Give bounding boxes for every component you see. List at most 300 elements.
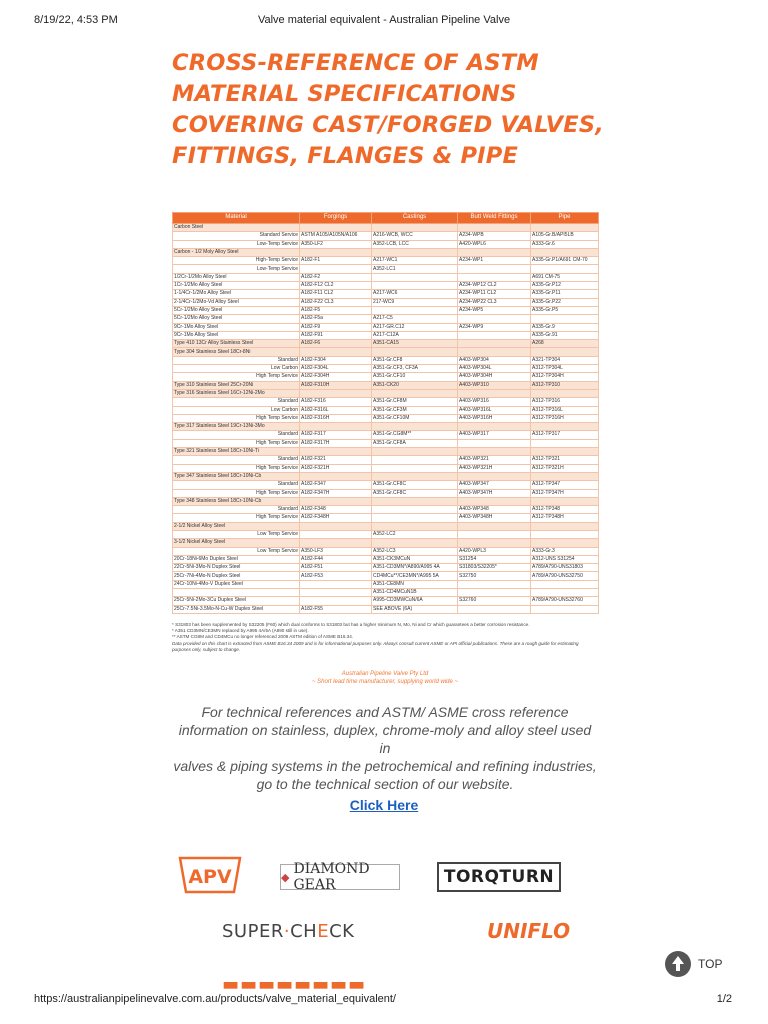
table-cell: Low Temp Service bbox=[173, 530, 300, 538]
table-cell bbox=[372, 248, 458, 256]
table-cell: A182-F1 bbox=[300, 257, 372, 265]
table-cell: A182-F316L bbox=[300, 406, 372, 414]
table-cell: 20Cr-18Ni-6Mo Duplex Steel bbox=[173, 555, 300, 563]
table-cell: 2-1/4Cr-1/2Mo-Vd Alloy Steel bbox=[173, 298, 300, 306]
table-cell bbox=[300, 389, 372, 397]
table-cell: A234-WP11 CL2 bbox=[458, 290, 531, 298]
table-cell bbox=[458, 439, 531, 447]
table-cell bbox=[531, 530, 599, 538]
table-cell: ASTM A105/A105N/A106 bbox=[300, 232, 372, 240]
table-cell bbox=[372, 224, 458, 232]
note-disclaimer: Data provided on this chart is extracted from ASME B16.34 2009 and is for informational purposes only. Always consult current ASME or API official publications. These are a rough guide for estimating purposes only, subject to change. bbox=[172, 640, 579, 652]
table-cell: S31254 bbox=[458, 555, 531, 563]
table-cell bbox=[300, 522, 372, 530]
table-cell: A182-F304H bbox=[300, 373, 372, 381]
table-cell bbox=[173, 589, 300, 597]
table-cell: A182-F5 bbox=[300, 306, 372, 314]
table-cell: Standard bbox=[173, 506, 300, 514]
table-row bbox=[173, 439, 599, 447]
print-url: https://australianpipelinevalve.com.au/products/valve_material_equivalent/ bbox=[34, 993, 396, 1005]
table-cell: A182-F12 CL2 bbox=[300, 282, 372, 290]
table-cell: CD4MCu**/CE3MN*/A995 5A bbox=[372, 572, 458, 580]
table-cell: High Temp Service bbox=[173, 489, 300, 497]
table-row bbox=[173, 472, 599, 480]
table-row bbox=[173, 356, 599, 364]
table-cell bbox=[531, 389, 599, 397]
table-cell: A312-TP321H bbox=[531, 464, 599, 472]
table-row bbox=[173, 580, 599, 588]
col-header-butt-weld-fittings: Butt Weld Fittings bbox=[458, 213, 531, 224]
table-cell: A217-GR.C12 bbox=[372, 323, 458, 331]
table-cell bbox=[458, 580, 531, 588]
table-row bbox=[173, 572, 599, 580]
table-cell: A182-F304 bbox=[300, 356, 372, 364]
table-cell: A403-WP316 bbox=[458, 398, 531, 406]
table-cell bbox=[458, 472, 531, 480]
table-cell: A182-F91 bbox=[300, 331, 372, 339]
table-cell bbox=[531, 522, 599, 530]
table-row bbox=[173, 522, 599, 530]
company-credit bbox=[172, 670, 598, 686]
arrow-up-icon bbox=[665, 951, 691, 977]
table-cell: A351-CK3MCuN bbox=[372, 555, 458, 563]
table-cell: A335-Gr.9 bbox=[531, 323, 599, 331]
table-cell: A182-F6 bbox=[300, 340, 372, 348]
table-cell bbox=[300, 423, 372, 431]
table-cell: A312-TP348H bbox=[531, 514, 599, 522]
table-cell bbox=[300, 539, 372, 547]
table-cell bbox=[458, 273, 531, 281]
table-cell bbox=[372, 389, 458, 397]
table-cell bbox=[300, 248, 372, 256]
table-cell: 25Cr-7.5Ni-3.5Mo-N-Cu-W Duplex Steel bbox=[173, 605, 300, 613]
table-cell: A691 CM-75 bbox=[531, 273, 599, 281]
table-cell: A182-F22 CL3 bbox=[300, 298, 372, 306]
table-cell: A182-F347 bbox=[300, 481, 372, 489]
partial-logo-text: ▬▬▬▬▬▬▬▬ bbox=[222, 974, 367, 995]
table-cell: A182-F2 bbox=[300, 273, 372, 281]
table-cell: A351-CD3MN*/A890/A995 4A bbox=[372, 564, 458, 572]
table-row bbox=[173, 506, 599, 514]
table-cell bbox=[458, 497, 531, 505]
table-cell bbox=[531, 497, 599, 505]
table-cell: A403-WP348 bbox=[458, 506, 531, 514]
table-cell: Standard bbox=[173, 356, 300, 364]
table-cell: A312-TP304H bbox=[531, 373, 599, 381]
super-check-logo[interactable] bbox=[222, 921, 354, 942]
table-cell bbox=[458, 248, 531, 256]
table-cell: A182-F5a bbox=[300, 315, 372, 323]
table-body bbox=[173, 224, 599, 614]
table-cell bbox=[458, 348, 531, 356]
table-cell: 24Cr-10Ni-4Mo-V Duplex Steel bbox=[173, 580, 300, 588]
table-notes bbox=[172, 622, 598, 653]
table-cell: A403-WP304 bbox=[458, 356, 531, 364]
table-cell bbox=[458, 448, 531, 456]
table-cell: A351-CE8MN bbox=[372, 580, 458, 588]
table-cell: A217-WC6 bbox=[372, 290, 458, 298]
diamond-icon: ◆ bbox=[281, 870, 290, 884]
table-cell bbox=[372, 282, 458, 290]
table-cell bbox=[300, 597, 372, 605]
table-cell: A182-F347H bbox=[300, 489, 372, 497]
print-datetime: 8/19/22, 4:53 PM bbox=[34, 14, 118, 26]
table-cell: 3-1/2 Nickel Alloy Steel bbox=[173, 539, 300, 547]
table-row bbox=[173, 365, 599, 373]
company-name: Australian Pipeline Valve Pty Ltd bbox=[341, 671, 429, 677]
table-cell bbox=[458, 389, 531, 397]
company-tagline: ~ Short lead time manufacturer, supplying world wide ~ bbox=[311, 679, 459, 685]
table-cell: A182-F348 bbox=[300, 506, 372, 514]
table-row bbox=[173, 497, 599, 505]
table-cell: A351-CK20 bbox=[372, 381, 458, 389]
table-row bbox=[173, 306, 599, 314]
table-cell bbox=[372, 522, 458, 530]
table-cell bbox=[372, 448, 458, 456]
uniflo-logo[interactable]: UNIFLO bbox=[487, 919, 571, 943]
note-1: * S31803 has been supplemented by S32205 (F60) which dual conforms to S31803 but has a higher minimum N, Mo, Ni and Cr which guarantees a better corrosion resistance. bbox=[172, 622, 530, 627]
table-cell: Type 410 13Cr Alloy Stainless Steel bbox=[173, 340, 300, 348]
table-row bbox=[173, 348, 599, 356]
table-cell bbox=[300, 497, 372, 505]
apv-logo-text: APV bbox=[188, 866, 232, 888]
table-cell: A312-TP316L bbox=[531, 406, 599, 414]
table-cell: A312-TP347 bbox=[531, 481, 599, 489]
table-cell bbox=[458, 589, 531, 597]
table-row bbox=[173, 406, 599, 414]
super-check-logo-dot: · bbox=[283, 921, 291, 942]
table-cell: A403-WP316L bbox=[458, 406, 531, 414]
table-row bbox=[173, 298, 599, 306]
table-cell: A335-Gr.P5 bbox=[531, 306, 599, 314]
table-cell bbox=[300, 589, 372, 597]
table-cell: High Temp Service bbox=[173, 373, 300, 381]
table-cell: Type 316 Stainless Steel 16Cr-12Ni-2Mo bbox=[173, 389, 300, 397]
table-cell bbox=[458, 605, 531, 613]
table-cell: A351-Gr.CF8A bbox=[372, 439, 458, 447]
table-cell: A352-LC2 bbox=[372, 530, 458, 538]
table-cell: A312-UNS S31254 bbox=[531, 555, 599, 563]
table-cell bbox=[300, 265, 372, 273]
table-cell: A403-WP321H bbox=[458, 464, 531, 472]
table-cell bbox=[372, 472, 458, 480]
table-cell bbox=[300, 448, 372, 456]
table-cell: A217-WC1 bbox=[372, 257, 458, 265]
table-cell: High-Temp Service bbox=[173, 257, 300, 265]
table-cell: A182-F348H bbox=[300, 514, 372, 522]
table-row bbox=[173, 389, 599, 397]
table-cell: A333-Gr.3 bbox=[531, 547, 599, 555]
table-cell: A351-Gr.CF8C bbox=[372, 481, 458, 489]
diamond-gear-logo[interactable] bbox=[280, 861, 400, 893]
table-cell: A182-F53 bbox=[300, 572, 372, 580]
table-cell bbox=[458, 224, 531, 232]
table-cell: A351-Gr.CF10 bbox=[372, 373, 458, 381]
table-cell: 1/2Cr-1/2Mo Alloy Steel bbox=[173, 273, 300, 281]
table-row bbox=[173, 589, 599, 597]
click-here-link[interactable]: Click Here bbox=[349, 797, 419, 813]
table-cell: Type 347 Stainless Steel 18Cr-10Ni-Cb bbox=[173, 472, 300, 480]
table-cell bbox=[458, 530, 531, 538]
back-to-top-button[interactable] bbox=[665, 950, 722, 978]
table-cell bbox=[531, 472, 599, 480]
table-cell bbox=[531, 448, 599, 456]
table-cell: A312-TP304L bbox=[531, 365, 599, 373]
table-row bbox=[173, 273, 599, 281]
table-row bbox=[173, 456, 599, 464]
table-cell bbox=[458, 423, 531, 431]
table-cell: Type 310 Stainless Steel 25Cr-20Ni bbox=[173, 381, 300, 389]
table-cell: A182-F11 CL2 bbox=[300, 290, 372, 298]
table-cell bbox=[372, 273, 458, 281]
table-cell: Carbon - 1/2 Moly Alloy Steel bbox=[173, 248, 300, 256]
table-cell: A312-TP316H bbox=[531, 414, 599, 422]
table-cell bbox=[458, 539, 531, 547]
table-cell bbox=[372, 464, 458, 472]
table-cell: A350-LF3 bbox=[300, 547, 372, 555]
paragraph-line-1: For technical references and ASTM/ ASME cross reference information on stainless, duplex, chrome-moly and alloy steel used in bbox=[178, 704, 592, 756]
table-cell: Type 321 Stainless Steel 18Cr-10Ni-Ti bbox=[173, 448, 300, 456]
table-cell: Standard bbox=[173, 398, 300, 406]
table-row bbox=[173, 597, 599, 605]
table-row bbox=[173, 539, 599, 547]
table-row bbox=[173, 323, 599, 331]
table-cell: Carbon Steel bbox=[173, 224, 300, 232]
table-cell: Standard bbox=[173, 431, 300, 439]
torqturn-logo[interactable]: TORQTURN bbox=[437, 862, 561, 892]
diamond-gear-logo-text: DIAMOND GEAR bbox=[293, 861, 370, 893]
table-cell: High Temp Service bbox=[173, 414, 300, 422]
table-cell: A403-WP304H bbox=[458, 373, 531, 381]
col-header-forgings: Forgings bbox=[300, 213, 372, 224]
table-cell: A350-LF2 bbox=[300, 240, 372, 248]
table-cell: A335-Gr.P1/A691 CM-70 bbox=[531, 257, 599, 265]
table-row bbox=[173, 340, 599, 348]
table-row bbox=[173, 530, 599, 538]
table-cell: A234-WP22 CL3 bbox=[458, 298, 531, 306]
table-cell bbox=[531, 439, 599, 447]
table-cell: Low Temp Service bbox=[173, 547, 300, 555]
table-cell bbox=[531, 248, 599, 256]
table-row bbox=[173, 315, 599, 323]
table-cell: Standard Service bbox=[173, 232, 300, 240]
table-cell: A268 bbox=[531, 340, 599, 348]
table-cell: A789/A790-UNS31803 bbox=[531, 564, 599, 572]
table-cell: A335-Gr.P11 bbox=[531, 290, 599, 298]
table-cell: A182-F304L bbox=[300, 365, 372, 373]
table-cell: 217-WC9 bbox=[372, 298, 458, 306]
table-cell: A995-CD3MWCuN/6A bbox=[372, 597, 458, 605]
table-cell: A351-Gr.CF3M bbox=[372, 406, 458, 414]
table-cell bbox=[458, 522, 531, 530]
table-row bbox=[173, 232, 599, 240]
table-cell: A182-F316H bbox=[300, 414, 372, 422]
table-cell bbox=[372, 514, 458, 522]
table-cell: A182-F321 bbox=[300, 456, 372, 464]
table-row bbox=[173, 257, 599, 265]
table-row bbox=[173, 373, 599, 381]
print-page-title: Valve material equivalent - Australian Pipeline Valve bbox=[257, 14, 511, 26]
table-cell: A352-LC1 bbox=[372, 265, 458, 273]
table-cell: Low-Temp Service bbox=[173, 265, 300, 273]
table-cell: A403-WP317 bbox=[458, 431, 531, 439]
table-row bbox=[173, 224, 599, 232]
table-row bbox=[173, 555, 599, 563]
partial-logo-cut-off bbox=[222, 974, 382, 995]
table-row bbox=[173, 414, 599, 422]
table-cell bbox=[372, 497, 458, 505]
table-cell: A234-WPB bbox=[458, 232, 531, 240]
table-cell: 22Cr-5Ni-3Mo-N Duplex Steel bbox=[173, 564, 300, 572]
table-cell: 5Cr-1/2Mo Alloy Steel bbox=[173, 315, 300, 323]
table-row bbox=[173, 514, 599, 522]
table-cell bbox=[300, 224, 372, 232]
table-cell: A403-WP321 bbox=[458, 456, 531, 464]
table-cell: A182-F51 bbox=[300, 564, 372, 572]
table-cell: A789/A790-UNS32750 bbox=[531, 572, 599, 580]
table-cell bbox=[458, 340, 531, 348]
table-cell: A234-WP1 bbox=[458, 257, 531, 265]
super-check-logo-text-ch: CH bbox=[290, 921, 318, 942]
table-cell: A403-WP347 bbox=[458, 481, 531, 489]
table-cell bbox=[531, 315, 599, 323]
table-cell: A351-Gr.CF10M bbox=[372, 414, 458, 422]
cross-reference-table bbox=[172, 212, 598, 614]
table-cell: A321-TP304 bbox=[531, 356, 599, 364]
table-cell: A182-F44 bbox=[300, 555, 372, 563]
table-cell: A312-TP317 bbox=[531, 431, 599, 439]
table-cell: A420-WPL3 bbox=[458, 547, 531, 555]
table-cell bbox=[300, 472, 372, 480]
table-cell bbox=[372, 506, 458, 514]
table-row bbox=[173, 489, 599, 497]
table-header-row bbox=[173, 213, 599, 224]
table-cell: A234-WP12 CL2 bbox=[458, 282, 531, 290]
table-cell: A403-WP348H bbox=[458, 514, 531, 522]
table-row bbox=[173, 423, 599, 431]
table-row bbox=[173, 448, 599, 456]
note-3: ** ASTM CG8M and CD4MCu no longer referenced 2009 ASTM edition of ASME B16.34. bbox=[172, 634, 354, 640]
table-cell: A312-TP316 bbox=[531, 398, 599, 406]
table-cell: A182-F317H bbox=[300, 439, 372, 447]
col-header-pipe: Pipe bbox=[531, 213, 599, 224]
table-row bbox=[173, 290, 599, 298]
table-cell: A789/A790-UNS32760 bbox=[531, 597, 599, 605]
table-row bbox=[173, 547, 599, 555]
table-cell: 9Cr-1Mo Alloy Steel bbox=[173, 331, 300, 339]
table-cell: A335-Gr.P12 bbox=[531, 282, 599, 290]
back-to-top-label: TOP bbox=[698, 957, 723, 971]
table-row bbox=[173, 398, 599, 406]
table-cell bbox=[531, 224, 599, 232]
table-row bbox=[173, 381, 599, 389]
table-cell: A217-C5 bbox=[372, 315, 458, 323]
table-cell: A420-WPL6 bbox=[458, 240, 531, 248]
table-cell: Type 304 Stainless Steel 18Cr-8Ni bbox=[173, 348, 300, 356]
table-cell: S32760 bbox=[458, 597, 531, 605]
table-cell: S31803/S32205* bbox=[458, 564, 531, 572]
table-cell bbox=[458, 331, 531, 339]
table-cell: High Temp Service bbox=[173, 514, 300, 522]
table-cell: Low-Temp Service bbox=[173, 240, 300, 248]
table-cell bbox=[372, 306, 458, 314]
table-cell: A403-WP347H bbox=[458, 489, 531, 497]
table-cell bbox=[372, 539, 458, 547]
super-check-logo-text-super: SUPER bbox=[222, 921, 284, 942]
table-cell: A335-Gr.91 bbox=[531, 331, 599, 339]
table-cell: Type 348 Stainless Steel 18Cr-10Ni-Cb bbox=[173, 497, 300, 505]
table-cell: Low Carbon bbox=[173, 365, 300, 373]
table-cell bbox=[531, 580, 599, 588]
col-header-castings: Castings bbox=[372, 213, 458, 224]
table-cell: A352-LCB, LCC bbox=[372, 240, 458, 248]
table-cell: A403-WP310 bbox=[458, 381, 531, 389]
table-row bbox=[173, 464, 599, 472]
table-cell bbox=[300, 580, 372, 588]
table-cell: S32750 bbox=[458, 572, 531, 580]
table-row bbox=[173, 282, 599, 290]
table-cell: A182-F321H bbox=[300, 464, 372, 472]
table-cell: A351-CD4MCuN1B bbox=[372, 589, 458, 597]
table-cell: A182-F9 bbox=[300, 323, 372, 331]
table-cell: SEE ABOVE (6A) bbox=[372, 605, 458, 613]
table-cell: A216-WCB, WCC bbox=[372, 232, 458, 240]
table-row bbox=[173, 265, 599, 273]
table-cell: A351-Gr.CF8 bbox=[372, 356, 458, 364]
table-row bbox=[173, 481, 599, 489]
table-cell bbox=[531, 265, 599, 273]
table-cell: A333-Gr.6 bbox=[531, 240, 599, 248]
table-cell: 25Cr-5Ni-2Mo-3Cu Duplex Steel bbox=[173, 597, 300, 605]
table-cell: 2-1/2 Nickel Alloy Steel bbox=[173, 522, 300, 530]
table-cell bbox=[372, 423, 458, 431]
table-cell bbox=[300, 348, 372, 356]
apv-logo[interactable] bbox=[178, 856, 242, 894]
table-cell: A234-WP9 bbox=[458, 323, 531, 331]
table-row bbox=[173, 564, 599, 572]
table-cell: A335-Gr.P22 bbox=[531, 298, 599, 306]
table-cell: A351-Gr.CF3, CF3A bbox=[372, 365, 458, 373]
table-row bbox=[173, 331, 599, 339]
table-cell: 25Cr-7Ni-4Mo-N Duplex Steel bbox=[173, 572, 300, 580]
table-cell: Standard bbox=[173, 456, 300, 464]
table-cell: A182-F310H bbox=[300, 381, 372, 389]
page-title: CROSS-REFERENCE OF ASTM MATERIAL SPECIFICATIONS COVERING CAST/FORGED VALVES, FITTINGS, FLANGES & PIPE bbox=[172, 50, 604, 169]
table-cell: A351-Gr.CF8M bbox=[372, 398, 458, 406]
table-cell bbox=[531, 348, 599, 356]
table-cell bbox=[531, 605, 599, 613]
table-cell: 5Cr-1/2Mo Alloy Steel bbox=[173, 306, 300, 314]
table-cell: A105-Gr.B/API5LB bbox=[531, 232, 599, 240]
super-check-logo-text-ck: CK bbox=[329, 921, 355, 942]
super-check-logo-text-e: E bbox=[317, 921, 330, 942]
table-cell: A182-F316 bbox=[300, 398, 372, 406]
table-cell: A352-LC3 bbox=[372, 547, 458, 555]
table-cell: A234-WP5 bbox=[458, 306, 531, 314]
table-cell: A182-F55 bbox=[300, 605, 372, 613]
table-cell: A351-CA15 bbox=[372, 340, 458, 348]
technical-reference-paragraph bbox=[172, 703, 598, 793]
table-cell: A312-TP347H bbox=[531, 489, 599, 497]
print-page-number: 1/2 bbox=[716, 993, 732, 1005]
table-cell: Type 317 Stainless Steel 19Cr-13Ni-3Mo bbox=[173, 423, 300, 431]
table-cell bbox=[372, 456, 458, 464]
table-cell bbox=[458, 265, 531, 273]
table-cell: A403-WP316H bbox=[458, 414, 531, 422]
table-cell: 1Cr-1/2Mo Alloy Steel bbox=[173, 282, 300, 290]
table-cell bbox=[372, 348, 458, 356]
table-cell: Low Carbon bbox=[173, 406, 300, 414]
